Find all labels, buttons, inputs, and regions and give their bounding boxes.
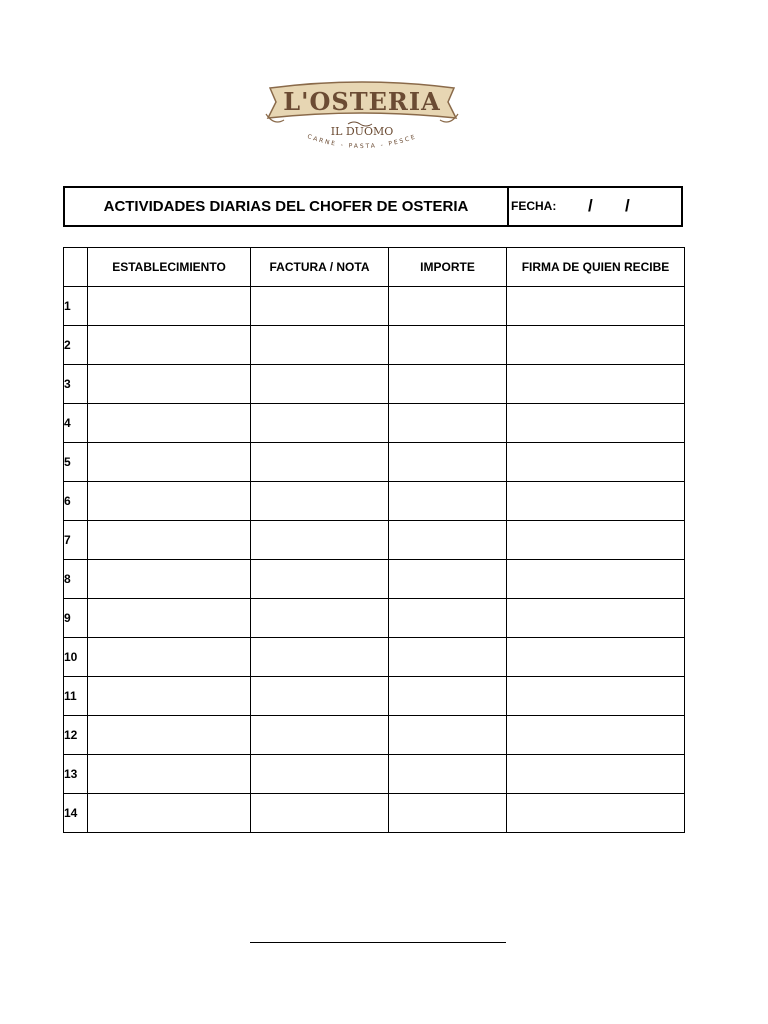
importe-cell[interactable] xyxy=(389,560,507,599)
firma-cell[interactable] xyxy=(507,755,685,794)
table-row xyxy=(64,794,685,833)
factura-cell[interactable] xyxy=(251,794,389,833)
table-row xyxy=(64,443,685,482)
column-header-factura: FACTURA / NOTA xyxy=(251,248,389,287)
firma-cell[interactable] xyxy=(507,599,685,638)
form-title: ACTIVIDADES DIARIAS DEL CHOFER DE OSTERIA xyxy=(65,188,509,225)
column-header-firma: FIRMA DE QUIEN RECIBE xyxy=(507,248,685,287)
row-number: 4 xyxy=(64,404,88,443)
factura-cell[interactable] xyxy=(251,482,389,521)
establecimiento-cell[interactable] xyxy=(88,326,251,365)
importe-cell[interactable] xyxy=(389,482,507,521)
column-header-number xyxy=(64,248,88,287)
importe-cell[interactable] xyxy=(389,794,507,833)
factura-cell[interactable] xyxy=(251,560,389,599)
factura-cell[interactable] xyxy=(251,599,389,638)
establecimiento-cell[interactable] xyxy=(88,560,251,599)
row-number: 3 xyxy=(64,365,88,404)
establecimiento-cell[interactable] xyxy=(88,794,251,833)
firma-cell[interactable] xyxy=(507,716,685,755)
row-number: 12 xyxy=(64,716,88,755)
table-row xyxy=(64,677,685,716)
establecimiento-cell[interactable] xyxy=(88,599,251,638)
importe-cell[interactable] xyxy=(389,716,507,755)
firma-cell[interactable] xyxy=(507,560,685,599)
osteria-logo xyxy=(262,74,462,164)
factura-cell[interactable] xyxy=(251,287,389,326)
firma-cell[interactable] xyxy=(507,404,685,443)
row-number: 11 xyxy=(64,677,88,716)
establecimiento-cell[interactable] xyxy=(88,755,251,794)
date-field[interactable] xyxy=(509,188,681,225)
factura-cell[interactable] xyxy=(251,638,389,677)
firma-cell[interactable] xyxy=(507,326,685,365)
table-row xyxy=(64,638,685,677)
establecimiento-cell[interactable] xyxy=(88,365,251,404)
date-label: FECHA: xyxy=(511,199,557,213)
row-number: 10 xyxy=(64,638,88,677)
row-number: 5 xyxy=(64,443,88,482)
establecimiento-cell[interactable] xyxy=(88,443,251,482)
row-number: 2 xyxy=(64,326,88,365)
firma-cell[interactable] xyxy=(507,677,685,716)
column-header-establecimiento: ESTABLECIMIENTO xyxy=(88,248,251,287)
svg-text:L'OSTERIA: L'OSTERIA xyxy=(283,87,441,116)
importe-cell[interactable] xyxy=(389,404,507,443)
establecimiento-cell[interactable] xyxy=(88,638,251,677)
importe-cell[interactable] xyxy=(389,365,507,404)
table-row xyxy=(64,287,685,326)
table-row xyxy=(64,482,685,521)
signature-line[interactable] xyxy=(250,942,506,943)
date-separator: / xyxy=(625,196,630,215)
firma-cell[interactable] xyxy=(507,482,685,521)
establecimiento-cell[interactable] xyxy=(88,287,251,326)
firma-cell[interactable] xyxy=(507,365,685,404)
importe-cell[interactable] xyxy=(389,599,507,638)
factura-cell[interactable] xyxy=(251,443,389,482)
table-row xyxy=(64,365,685,404)
table-row xyxy=(64,404,685,443)
firma-cell[interactable] xyxy=(507,521,685,560)
table-row xyxy=(64,755,685,794)
row-number: 8 xyxy=(64,560,88,599)
establecimiento-cell[interactable] xyxy=(88,404,251,443)
row-number: 14 xyxy=(64,794,88,833)
table-row xyxy=(64,560,685,599)
table-header-row xyxy=(64,248,685,287)
factura-cell[interactable] xyxy=(251,326,389,365)
importe-cell[interactable] xyxy=(389,755,507,794)
row-number: 7 xyxy=(64,521,88,560)
column-header-importe: IMPORTE xyxy=(389,248,507,287)
factura-cell[interactable] xyxy=(251,716,389,755)
importe-cell[interactable] xyxy=(389,443,507,482)
svg-text:CARNE - PASTA - PESCE: CARNE - PASTA - PESCE xyxy=(306,133,418,151)
establecimiento-cell[interactable] xyxy=(88,482,251,521)
svg-text:IL DUOMO: IL DUOMO xyxy=(330,125,394,138)
header-box xyxy=(63,186,683,227)
factura-cell[interactable] xyxy=(251,677,389,716)
table-row xyxy=(64,326,685,365)
importe-cell[interactable] xyxy=(389,521,507,560)
date-separator: / xyxy=(588,196,593,215)
table-row xyxy=(64,716,685,755)
row-number: 9 xyxy=(64,599,88,638)
factura-cell[interactable] xyxy=(251,521,389,560)
table-row xyxy=(64,521,685,560)
importe-cell[interactable] xyxy=(389,638,507,677)
row-number: 13 xyxy=(64,755,88,794)
factura-cell[interactable] xyxy=(251,755,389,794)
establecimiento-cell[interactable] xyxy=(88,716,251,755)
row-number: 1 xyxy=(64,287,88,326)
factura-cell[interactable] xyxy=(251,404,389,443)
firma-cell[interactable] xyxy=(507,443,685,482)
establecimiento-cell[interactable] xyxy=(88,677,251,716)
firma-cell[interactable] xyxy=(507,794,685,833)
firma-cell[interactable] xyxy=(507,287,685,326)
importe-cell[interactable] xyxy=(389,326,507,365)
factura-cell[interactable] xyxy=(251,365,389,404)
importe-cell[interactable] xyxy=(389,287,507,326)
activity-table xyxy=(63,247,685,833)
firma-cell[interactable] xyxy=(507,638,685,677)
table-row xyxy=(64,599,685,638)
row-number: 6 xyxy=(64,482,88,521)
importe-cell[interactable] xyxy=(389,677,507,716)
establecimiento-cell[interactable] xyxy=(88,521,251,560)
